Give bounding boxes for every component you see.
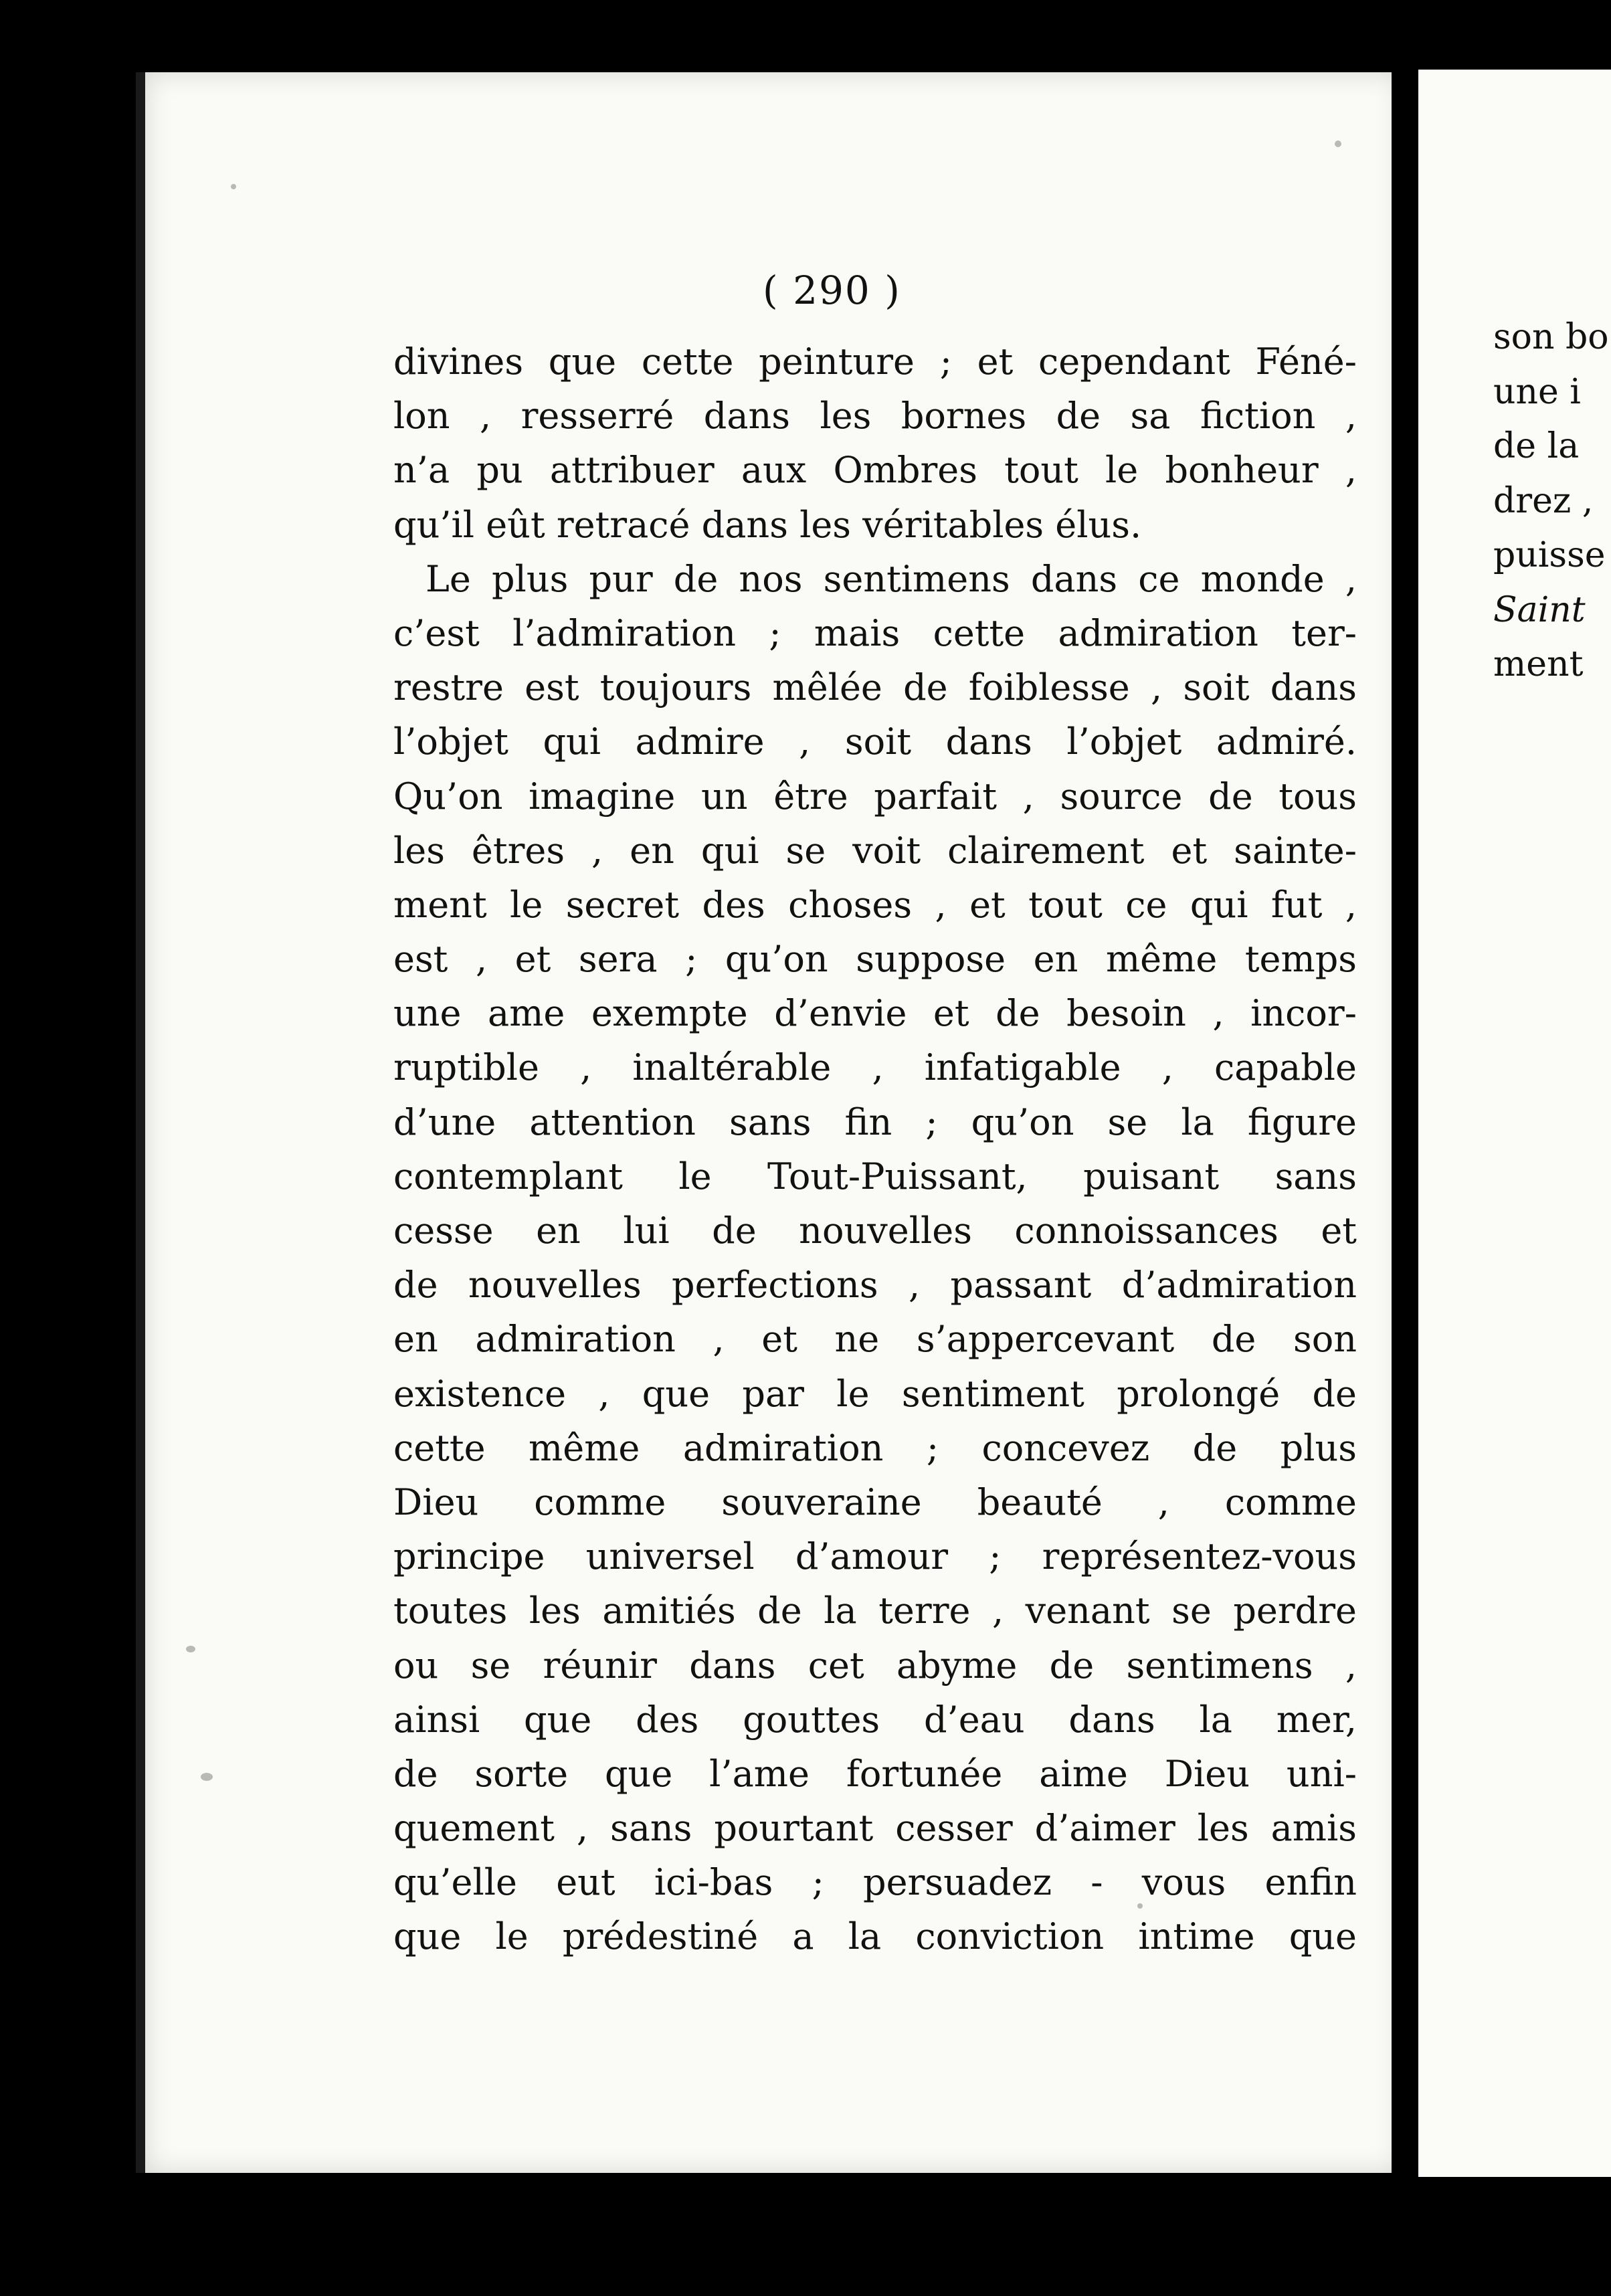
text-line: Qu’on imagine un être parfait , source de tous [393,775,1357,818]
text-line: l’objet qui admire , soit dans l’objet admiré. [393,721,1357,763]
text-line: ment [1493,644,1584,684]
text-line: de la [1493,426,1580,466]
left-page-text [393,334,1357,1964]
text-line: drez , [1493,480,1594,521]
text-line: quement , sans pourtant cesser d’aimer les amis [393,1807,1357,1850]
text-line: restre est toujours mêlée de foiblesse , soit dans [393,666,1357,709]
text-line: toutes les amitiés de la terre , venant se perdre [393,1590,1357,1632]
text-line: en admiration , et ne s’appercevant de son [393,1318,1357,1361]
text-line: qu’elle eut ici-bas ; persuadez - vous enfin [393,1861,1357,1904]
text-line: son bo [1493,317,1609,357]
text-line: ment le secret des choses , et tout ce qui fut , [393,883,1357,926]
text-line: lon , resserré dans les bornes de sa fiction , [393,395,1357,438]
text-line: principe universel d’amour ; représentez-vous [393,1535,1357,1578]
text-line: que le prédestiné a la conviction intime que [393,1915,1357,1958]
text-line: divines que cette peinture ; et cependant Féné- [393,341,1357,383]
text-line: ainsi que des gouttes d’eau dans la mer, [393,1698,1357,1741]
text-line: ruptible , inaltérable , infatigable , capable [393,1046,1357,1089]
text-line: de sorte que l’ame fortunée aime Dieu uni- [393,1752,1357,1795]
book-gutter [1392,60,1418,2194]
scan-speck [1335,140,1341,147]
text-line: d’une attention sans fin ; qu’on se la figure [393,1101,1357,1143]
text-line: cesse en lui de nouvelles connoissances et [393,1210,1357,1252]
text-line: de nouvelles perfections , passant d’admiration [393,1264,1357,1307]
text-line: existence , que par le sentiment prolongé de [393,1372,1357,1415]
text-line: n’a pu attribuer aux Ombres tout le bonheur , [393,449,1357,492]
text-line: ou se réunir dans cet abyme de sentimens , [393,1644,1357,1687]
text-line: Dieu comme souveraine beauté , comme [393,1480,1357,1523]
text-line: est , et sera ; qu’on suppose en même temps [393,938,1357,981]
text-line: une i [1493,371,1581,412]
right-page-text [1493,310,1611,692]
text-line: cette même admiration ; concevez de plus [393,1426,1357,1469]
text-line: une ame exempte d’envie et de besoin , incor- [393,992,1357,1035]
text-line: Saint [1493,589,1586,630]
scan-speck [201,1773,213,1781]
page-number: ( 290 ) [763,268,901,313]
text-line: puisse [1493,535,1606,575]
text-line: les êtres , en qui se voit clairement et sainte- [393,829,1357,872]
text-line: Le plus pur de nos sentimens dans ce monde , [425,557,1357,600]
text-line: qu’il eût retracé dans les véritables élus. [393,503,1142,546]
scan-speck [231,184,236,189]
text-line: c’est l’admiration ; mais cette admiration ter- [393,611,1357,654]
scan-speck [186,1646,195,1652]
text-line: contemplant le Tout-Puissant, puisant sans [393,1155,1357,1198]
